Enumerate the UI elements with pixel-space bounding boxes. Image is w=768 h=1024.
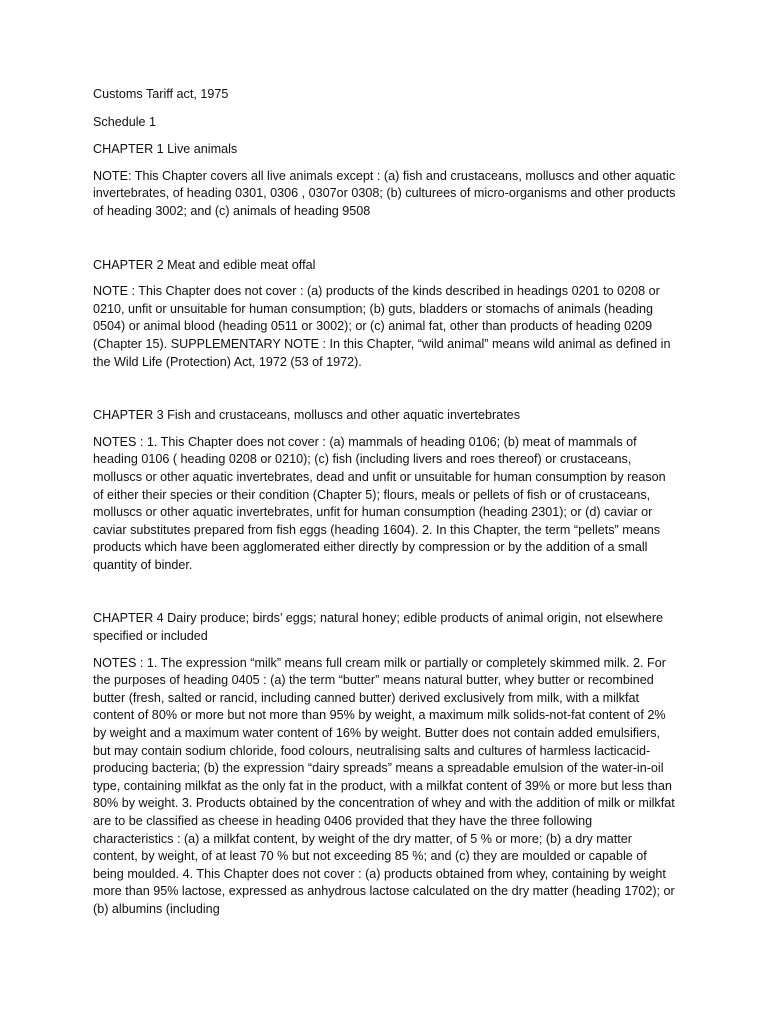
chapter-2-heading: CHAPTER 2 Meat and edible meat offal: [93, 257, 316, 272]
chapter-2-note: NOTE : This Chapter does not cover : (a) products of the kinds described in headings 0201 to 0208 or 0210, unfit or unsuitable for human consumption; (b) guts, bladders or stomachs of animals (heading 0504) or animal blood (heading 0511 or 3002); or (c) animal fat, other than products of heading 0209 (Chapter 15). SUPPLEMENTARY NOTE : In this Chapter, “wild animal” means wild animal as defined in the Wild Life (Protection) Act, 1972 (53 of 1972).: [93, 284, 671, 369]
chapter-4-heading: CHAPTER 4 Dairy produce; birds’ eggs; natural honey; edible products of animal origin, not elsewhere specified or included: [93, 611, 664, 644]
chapter-3-note: NOTES : 1. This Chapter does not cover : (a) mammals of heading 0106; (b) meat of mammals of heading 0106 ( heading 0208 or 0210); (c) fish (including livers and roes thereof) or crustaceans, molluscs or other aquatic invertebrates, dead and unfit or unsuitable for human consumption by reason of either their species or their condition (Chapter 5); flours, meals or pellets of fish or of crustaceans, molluscs or other aquatic invertebrates, unfit for human consumption (heading 2301); or (d) caviar or caviar substitutes prepared from fish eggs (heading 1604). 2. In this Chapter, the term “pellets” means products which have been agglomerated either directly by compression or by the addition of a small quantity of binder.: [93, 434, 666, 572]
document-title: Customs Tariff act, 1975: [93, 87, 229, 101]
chapter-4-note: NOTES : 1. The expression “milk” means full cream milk or partially or completely skimmed milk. 2. For the purposes of heading 0405 : (a) the term “butter” means natural butter, whey butter or recombined butter (fresh, salted or rancid, including canned butter) derived exclusively from milk, with a milkfat content of 80% or more but not more than 95% by weight, a maximum milk solids-not-fat content of 2% by weight and a maximum water content of 16% by weight. Butter does not contain added emulsifiers, but may contain sodium chloride, food colours, neutralising salts and cultures of harmless lacticacid-producing bacteria; (b) the expression “dairy spreads” means a spreadable emulsion of the water-in-oil type, containing milkfat as the only fat in the product, with a milkfat content of 39% or more but less than 80% by weight. 3. Products obtained by the concentration of whey and with the addition of milk or milkfat are to be classified as cheese in heading 0406 provided that they have the three following characteristics : (a) a milkfat content, by weight of the dry matter, of 5 % or more; (b) a dry matter content, by weight, of at least 70 % but not exceeding 85 %; and (c) they are moulded or capable of being moulded. 4. This Chapter does not cover : (a) products obtained from whey, containing by weight more than 95% lactose, expressed as anhydrous lactose calculated on the dry matter (heading 1702); or (b) albumins (including: [93, 655, 675, 916]
schedule-label: Schedule 1: [93, 114, 157, 129]
chapter-1-note: NOTE: This Chapter covers all live animals except : (a) fish and crustaceans, molluscs and other aquatic invertebrates, of heading 0301, 0306 , 0307or 0308; (b) culturees of micro-organisms and other products of heading 3002; and (c) animals of heading 9508: [93, 168, 676, 218]
chapter-1-heading: CHAPTER 1 Live animals: [93, 142, 238, 157]
chapter-3-heading: CHAPTER 3 Fish and crustaceans, molluscs and other aquatic invertebrates: [93, 408, 520, 423]
